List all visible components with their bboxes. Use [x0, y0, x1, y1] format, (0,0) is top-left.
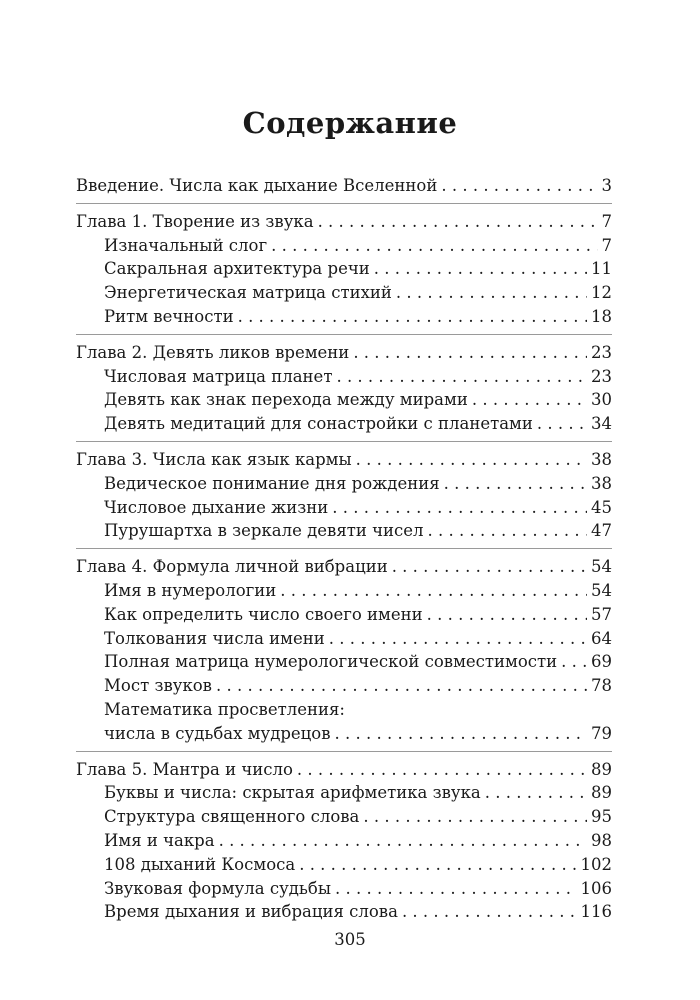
- subentry-line2-row: [104, 722, 612, 746]
- subentry-label: Девять медитаций для сонастройки с планетами: [104, 414, 533, 434]
- toc-chapter-5[interactable]: [76, 758, 612, 782]
- dot-leader: [332, 496, 587, 520]
- subentry-page: 116: [580, 902, 612, 922]
- dot-leader: [374, 257, 587, 281]
- toc-subentry[interactable]: [76, 281, 612, 305]
- subentry-page: 11: [591, 259, 612, 279]
- toc-chapter-4[interactable]: [76, 555, 612, 579]
- subentry-page: 34: [591, 414, 612, 434]
- toc-subentry-multiline[interactable]: [76, 698, 612, 746]
- toc-subentry[interactable]: [76, 781, 612, 805]
- subentry-page: 102: [580, 854, 612, 874]
- page-number: 305: [334, 930, 366, 949]
- subentry-page: 12: [591, 283, 612, 303]
- dot-leader: [396, 281, 587, 305]
- toc-subentry[interactable]: [76, 472, 612, 496]
- subentry-page: 7: [601, 235, 612, 255]
- subentry-label: Буквы и числа: скрытая арифметика звука: [104, 783, 481, 803]
- subentry-page: 78: [591, 676, 612, 696]
- chapter-page: 38: [591, 449, 612, 469]
- subentry-label: Звуковая формула судьбы: [104, 878, 331, 898]
- subentry-page: 57: [591, 604, 612, 624]
- dot-leader: [472, 388, 587, 412]
- chapter-label: Глава 3. Числа как язык кармы: [76, 449, 352, 469]
- chapter-label: Глава 2. Девять ликов времени: [76, 342, 350, 362]
- toc-subentry[interactable]: [76, 388, 612, 412]
- subentry-label: Числовое дыхание жизни: [104, 497, 329, 517]
- chapter-label: Глава 4. Формула личной вибрации: [76, 557, 388, 577]
- subentry-label: Девять как знак перехода между мирами: [104, 390, 468, 410]
- subentry-page: 79: [591, 723, 612, 743]
- dot-leader: [363, 805, 587, 829]
- dot-leader: [392, 555, 587, 579]
- chapter-page: 7: [601, 211, 612, 231]
- dot-leader: [444, 472, 587, 496]
- section-divider: [76, 751, 612, 752]
- chapter-page: 89: [591, 759, 612, 779]
- subentry-label: Числовая матрица планет: [104, 366, 333, 386]
- dot-leader: [271, 234, 597, 258]
- subentry-page: 18: [591, 306, 612, 326]
- subentry-label: Время дыхания и вибрация слова: [104, 902, 398, 922]
- subentry-page: 98: [591, 830, 612, 850]
- toc-subentry[interactable]: [76, 627, 612, 651]
- toc-entry-page: 3: [601, 176, 612, 195]
- subentry-label: Мост звуков: [104, 676, 212, 696]
- subentry-page: 64: [591, 628, 612, 648]
- subentry-label: Ведическое понимание дня рождения: [104, 473, 440, 493]
- subentry-label: Имя и чакра: [104, 830, 215, 850]
- page-title: Содержание: [242, 106, 458, 140]
- subentry-label-line2: числа в судьбах мудрецов: [104, 723, 331, 743]
- subentry-label-line1: Математика просветления:: [104, 699, 345, 719]
- section-divider: [76, 441, 612, 442]
- subentry-page: 95: [591, 807, 612, 827]
- subentry-page: 38: [591, 473, 612, 493]
- subentry-page: 45: [591, 497, 612, 517]
- toc-subentry[interactable]: [76, 305, 612, 329]
- dot-leader: [216, 674, 587, 698]
- subentry-label: Изначальный слог: [104, 235, 268, 255]
- dot-leader: [537, 412, 587, 436]
- dot-leader: [441, 174, 597, 198]
- subentry-label: Как определить число своего имени: [104, 604, 423, 624]
- table-of-contents: [76, 174, 612, 924]
- toc-chapter-2[interactable]: [76, 341, 612, 365]
- subentry-page: 23: [591, 366, 612, 386]
- toc-entry-label: Введение. Числа как дыхание Вселенной: [76, 176, 438, 195]
- dot-leader: [238, 305, 587, 329]
- subentry-page: 89: [591, 783, 612, 803]
- section-divider: [76, 203, 612, 204]
- toc-subentry[interactable]: [76, 496, 612, 520]
- dot-leader: [353, 341, 587, 365]
- toc-subentry[interactable]: [76, 650, 612, 674]
- toc-subentry[interactable]: [76, 579, 612, 603]
- subentry-label: Ритм вечности: [104, 306, 234, 326]
- dot-leader: [335, 722, 587, 746]
- toc-entry-intro[interactable]: [76, 174, 612, 198]
- toc-chapter-1[interactable]: [76, 210, 612, 234]
- subentry-label: Сакральная архитектура речи: [104, 259, 370, 279]
- dot-leader: [561, 650, 587, 674]
- toc-subentry[interactable]: [76, 877, 612, 901]
- chapter-page: 54: [591, 557, 612, 577]
- subentry-label: Энергетическая матрица стихий: [104, 283, 392, 303]
- chapter-label: Глава 1. Творение из звука: [76, 211, 314, 231]
- subentry-label: 108 дыханий Космоса: [104, 854, 296, 874]
- toc-subentry[interactable]: [76, 603, 612, 627]
- subentry-page: 69: [591, 652, 612, 672]
- dot-leader: [318, 210, 598, 234]
- chapter-page: 23: [591, 342, 612, 362]
- toc-subentry[interactable]: [76, 365, 612, 389]
- subentry-label: Полная матрица нумерологической совместимости: [104, 652, 558, 672]
- dot-leader: [299, 853, 576, 877]
- subentry-page: 47: [591, 521, 612, 541]
- toc-subentry[interactable]: [76, 674, 612, 698]
- chapter-label: Глава 5. Мантра и число: [76, 759, 293, 779]
- toc-subentry[interactable]: [76, 900, 612, 924]
- toc-subentry[interactable]: [76, 853, 612, 877]
- dot-leader: [336, 365, 587, 389]
- toc-subentry[interactable]: [76, 234, 612, 258]
- dot-leader: [219, 829, 587, 853]
- dot-leader: [356, 448, 587, 472]
- dot-leader: [280, 579, 587, 603]
- subentry-label: Структура священного слова: [104, 807, 360, 827]
- subentry-page: 30: [591, 390, 612, 410]
- dot-leader: [329, 627, 587, 651]
- section-divider: [76, 334, 612, 335]
- toc-subentry[interactable]: [76, 412, 612, 436]
- toc-subentry[interactable]: [76, 519, 612, 543]
- dot-leader: [402, 900, 577, 924]
- dot-leader: [297, 758, 587, 782]
- dot-leader: [428, 519, 587, 543]
- dot-leader: [335, 877, 577, 901]
- dot-leader: [485, 781, 587, 805]
- subentry-label: Пурушартха в зеркале девяти чисел: [104, 521, 424, 541]
- dot-leader: [427, 603, 587, 627]
- section-divider: [76, 548, 612, 549]
- toc-chapter-3[interactable]: [76, 448, 612, 472]
- subentry-label: Имя в нумерологии: [104, 580, 277, 600]
- subentry-page: 54: [591, 580, 612, 600]
- toc-subentry[interactable]: [76, 829, 612, 853]
- toc-subentry[interactable]: [76, 257, 612, 281]
- toc-subentry[interactable]: [76, 805, 612, 829]
- subentry-page: 106: [580, 878, 612, 898]
- subentry-label: Толкования числа имени: [104, 628, 325, 648]
